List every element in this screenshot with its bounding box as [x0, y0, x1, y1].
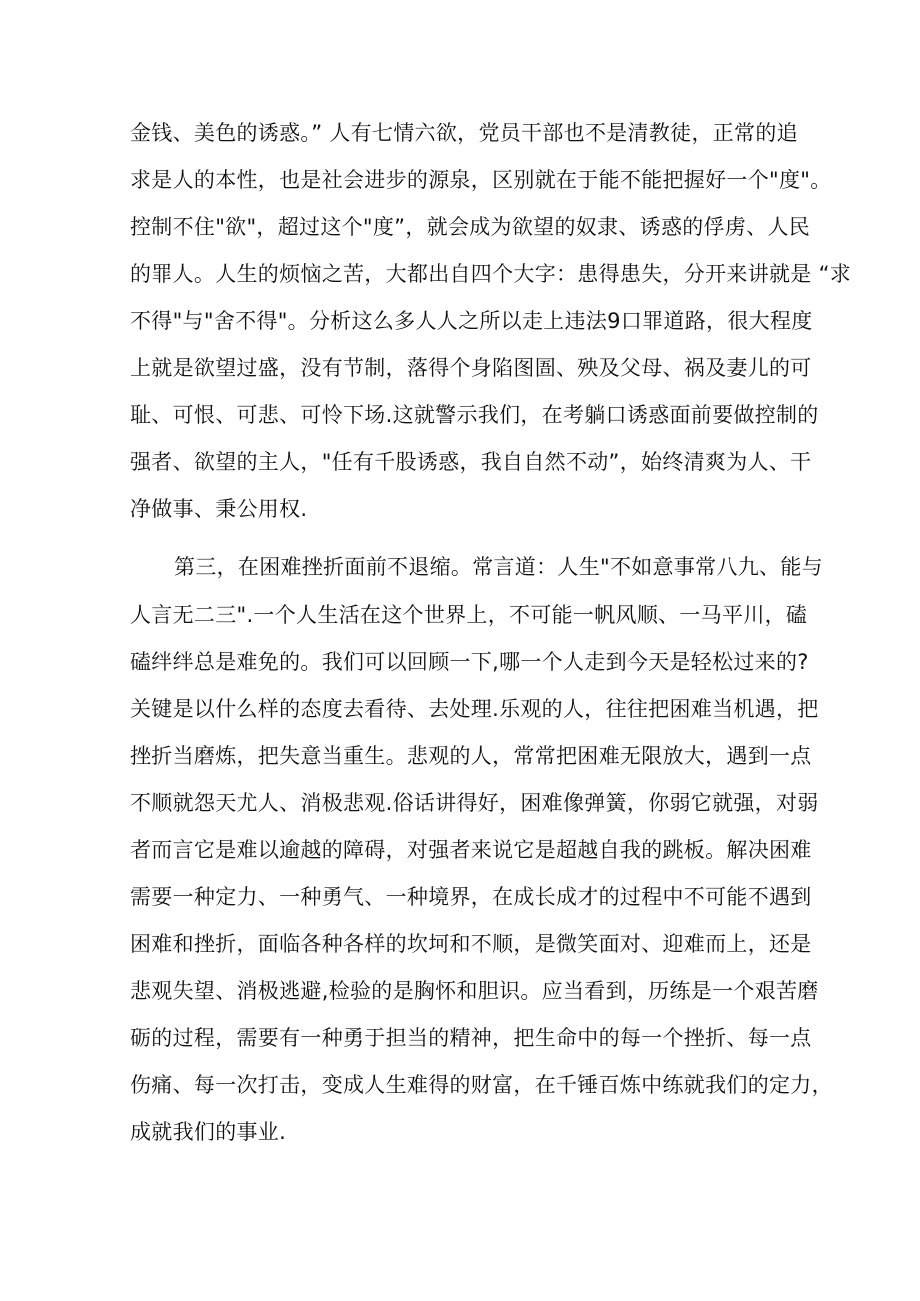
text-line-17: 需要一种定力、一种勇气、一种境界，在成长成才的过程中不可能不遇到	[130, 885, 812, 909]
text-line-21: 伤痛、每一次打击，变成人生难得的财富，在千锤百炼中练就我们的定力，	[130, 1073, 833, 1097]
text-line-14: 挫折当磨炼，把失意当重生。悲观的人，常常把困难无限放大，遇到一点	[130, 744, 812, 768]
text-line-18: 困难和挫折，面临各种各样的坎坷和不顺，是微笑面对、迎难而上，还是	[130, 932, 812, 956]
text-line-1: 金钱、美色的诱惑。” 人有七情六欲，党员干部也不是清教徒，正常的追	[130, 121, 798, 145]
paragraph-start-line: 第三，在困难挫折面前不退缩。常言道：人生"不如意事常八九、能与	[174, 555, 823, 579]
text-line-11: 人言无二三".一个人生活在这个世界上，不可能一帆风顺、一马平川，磕	[130, 603, 808, 627]
text-line-15: 不顺就怨天尤人、消极悲观.俗话讲得好，困难像弹簧，你弱它就强，对弱	[130, 791, 819, 815]
text-line-13: 关键是以什么样的态度去看待、去处理.乐观的人，往往把困难当机遇，把	[130, 697, 819, 721]
text-line-5: 不得"与"舍不得"。分析这么多人人之所以走上违法9口罪道路，很大程度	[130, 309, 813, 333]
text-line-2: 求是人的本性，也是社会进步的源泉，区别就在于能不能把握好一个"度"。	[130, 168, 832, 192]
text-line-4: 的罪人。人生的烦恼之苦，大都出自四个大字：患得患失，分开来讲就是 “求	[130, 262, 852, 286]
text-line-7: 耻、可恨、可悲、可怜下场.这就警示我们，在考躺口诱惑面前要做控制的	[130, 403, 819, 427]
text-line-9: 净做事、秉公用权.	[130, 497, 308, 521]
text-line-12: 磕绊绊总是难免的。我们可以回顾一下,哪一个人走到今天是轻松过来的?	[130, 650, 809, 674]
text-line-6: 上就是欲望过盛，没有节制，落得个身陷图圄、殃及父母、祸及妻儿的可	[130, 356, 812, 380]
text-line-19: 悲观失望、消极逃避,检验的是胸怀和胆识。应当看到，历练是一个艰苦磨	[130, 979, 819, 1003]
text-line-22: 成就我们的事业.	[130, 1120, 287, 1144]
text-line-16: 者而言它是难以逾越的障碍，对强者来说它是超越自我的跳板。解决困难	[130, 838, 812, 862]
text-line-8: 强者、欲望的主人，"任有千股诱惑，我自自然不动”，始终清爽为人、干	[130, 450, 812, 474]
text-line-3: 控制不住"欲"，超过这个"度”，就会成为欲望的奴隶、诱惑的俘虏、人民	[130, 215, 811, 239]
text-line-20: 砺的过程，需要有一种勇于担当的精神，把生命中的每一个挫折、每一点	[130, 1026, 812, 1050]
